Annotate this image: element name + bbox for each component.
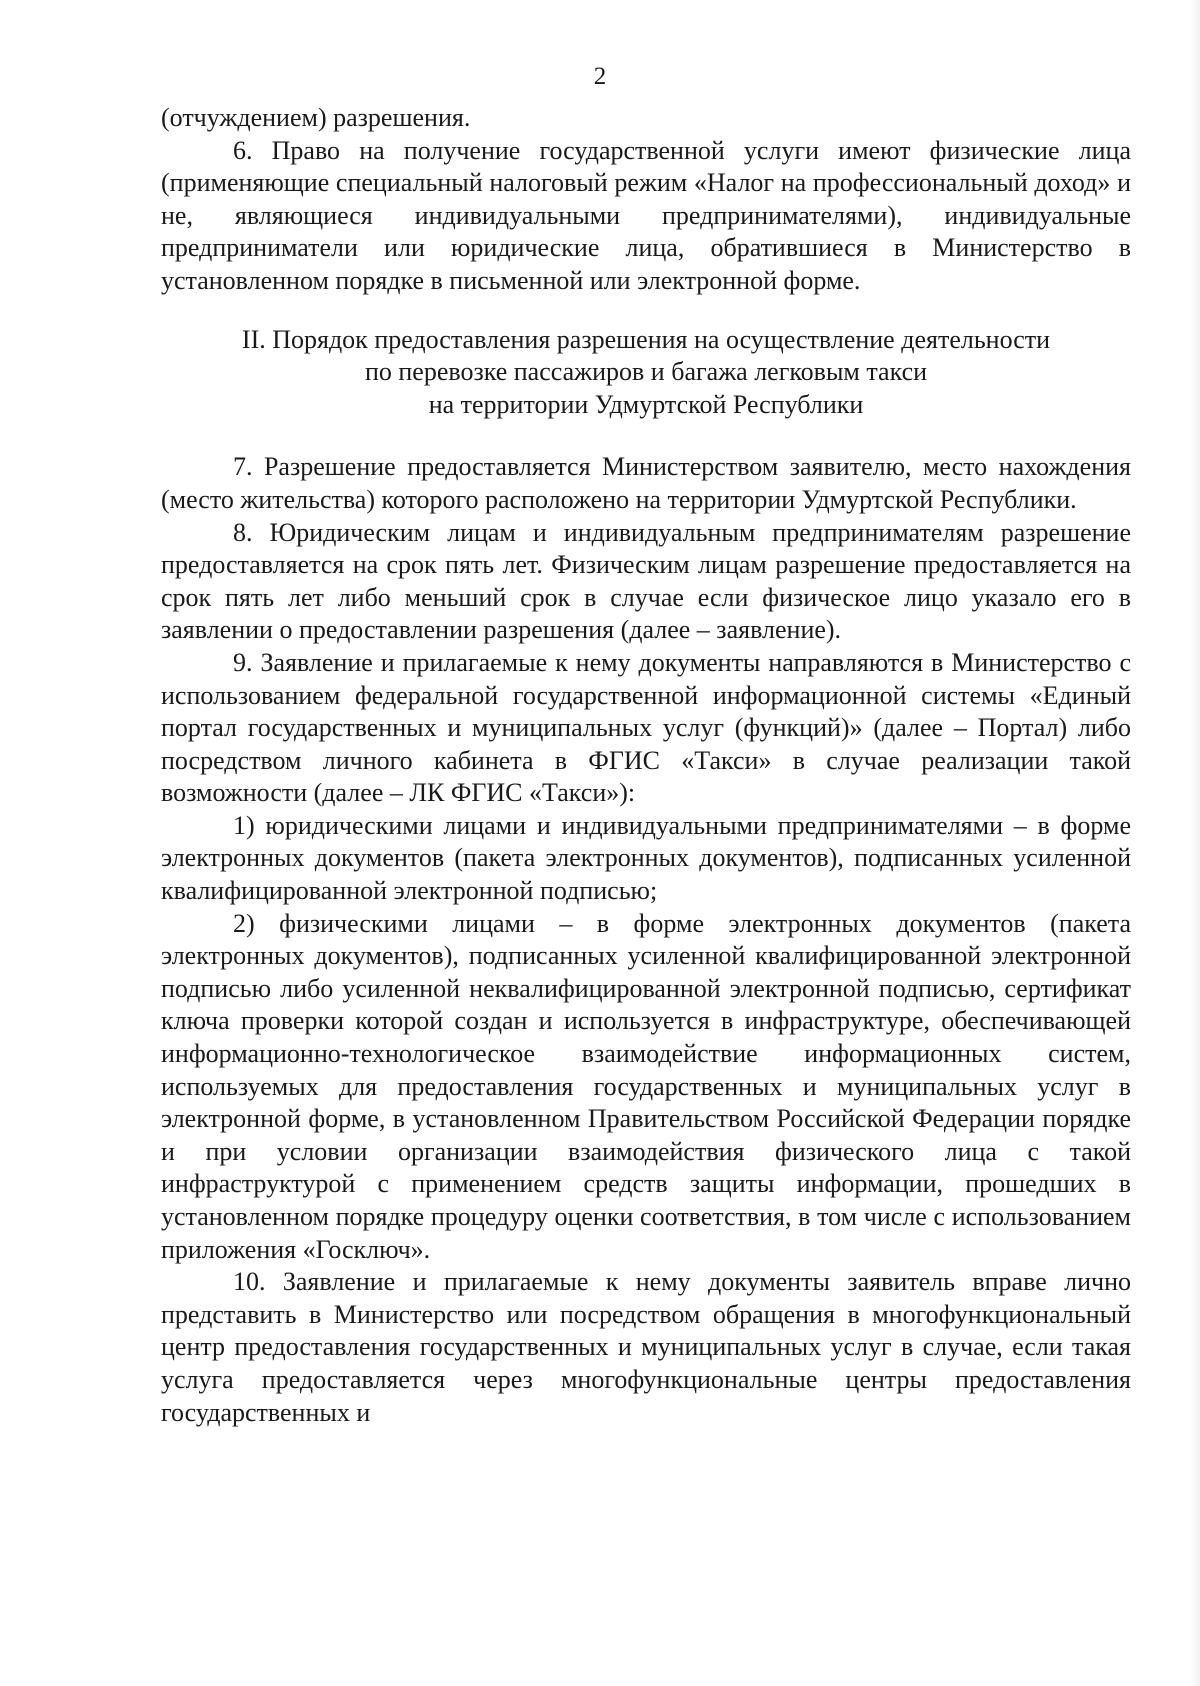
section-heading — [161, 324, 1131, 422]
paragraph-7: 7. Разрешение предоставляется Министерством заявителю, место нахождения (место жительства) которого расположено на территории Удмуртской Республики. — [161, 452, 1131, 514]
paragraph-6: 6. Право на получение государственной услуги имеют физические лица (применяющие специальный налоговый режим «Налог на профессиональный доход» и не, являющиеся индивидуальными предпринимателями), индивидуальные предприниматели или юридические лица, обратившиеся в Министерство в установленном порядке в письменной или электронной форме. — [161, 135, 1131, 295]
paragraph-continuation: (отчуждением) разрешения. — [161, 103, 471, 132]
section-heading-line-3: на территории Удмуртской Республики — [428, 389, 864, 419]
paragraph-10: 10. Заявление и прилагаемые к нему документы заявитель вправе лично представить в Министерство или посредством обращения в многофункциональный центр предоставления государственных и муниципальных услуг в случае, если такая услуга предоставляется через многофункциональные центры предоставления государственных и — [161, 1267, 1131, 1427]
scan-edge-shadow — [1190, 0, 1200, 1686]
document-body — [161, 102, 1131, 1429]
paragraph-9-item-2: 2) физическими лицами – в форме электронных документов (пакета электронных документов), подписанных усиленной квалифицированной электронной подписью либо усиленной неквалифицированной электронной подписью, сертификат ключа проверки которой создан и используется в инфраструктуре, обеспечивающей информационно-технологическое взаимодействие информационных систем, используемых для предоставления государственных и муниципальных услуг в электронной форме, в установленном Правительством Российской Федерации порядке и при условии организации взаимодействия физического лица с такой инфраструктурой с применением средств защиты информации, прошедших в установленном порядке процедуру оценки соответствия, в том числе с использованием приложения «Госключ». — [161, 908, 1131, 1264]
page-number: 2 — [593, 63, 607, 90]
section-heading-line-2: по перевозке пассажиров и багажа легковым такси — [364, 357, 928, 387]
section-heading-line-1: II. Порядок предоставления разрешения на осуществление деятельности — [241, 324, 1051, 354]
paragraph-9-item-1: 1) юридическими лицами и индивидуальными предпринимателями – в форме электронных документов (пакета электронных документов), подписанных усиленной квалифицированной электронной подписью; — [161, 810, 1131, 906]
paragraph-8: 8. Юридическим лицам и индивидуальным предпринимателям разрешение предоставляется на срок пять лет. Физическим лицам разрешение предоставляется на срок пять лет либо меньший срок в случае если физическое лицо указало его в заявлении о предоставлении разрешения (далее – заявление). — [161, 517, 1131, 645]
paragraph-9: 9. Заявление и прилагаемые к нему документы направляются в Министерство с использованием федеральной государственной информационной системы «Единый портал государственных и муниципальных услуг (функций)» (далее – Портал) либо посредством личного кабинета в ФГИС «Такси» в случае реализации такой возможности (далее – ЛК ФГИС «Такси»): — [161, 647, 1131, 808]
